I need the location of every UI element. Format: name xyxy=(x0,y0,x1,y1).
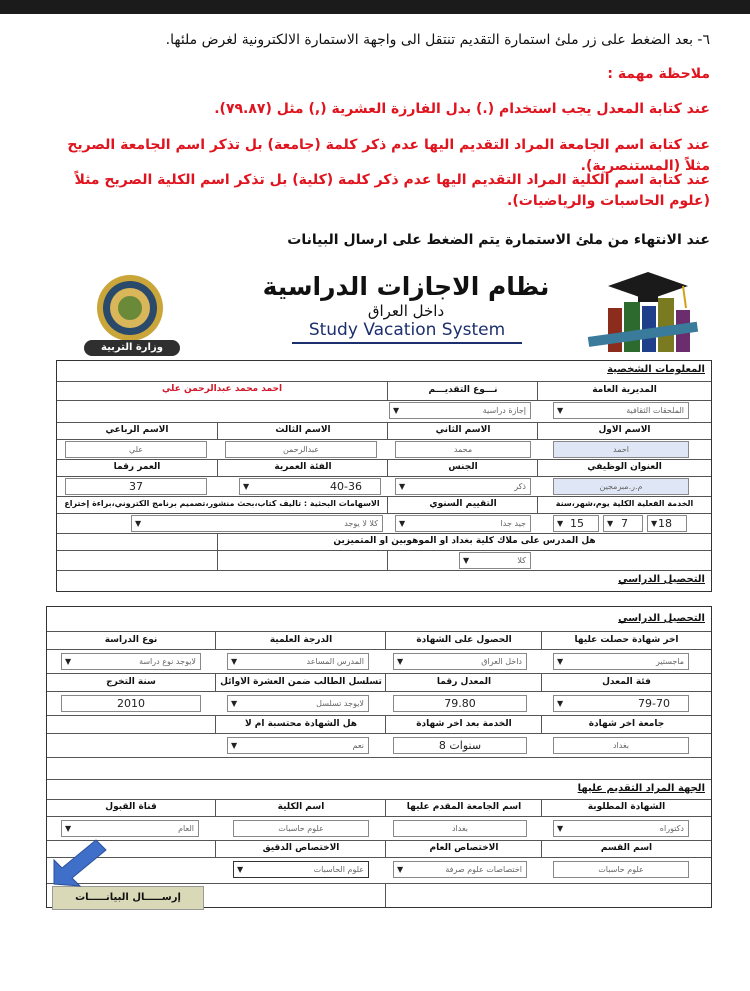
service-day-select[interactable]: 18 ▼ xyxy=(647,515,687,532)
fourth-name-label: الاسم الرباعي xyxy=(105,425,169,435)
fourth-name-input[interactable]: علي xyxy=(65,441,207,458)
sci-degree-select[interactable]: المدرس المساعد ▼ xyxy=(227,653,369,670)
annual-eval-select[interactable]: جيد جدا ▼ xyxy=(395,515,531,532)
chevron-down-icon: ▼ xyxy=(237,865,244,874)
service-month-select[interactable]: 7 ▼ xyxy=(603,515,643,532)
avg-label: المعدل رقما xyxy=(436,677,492,687)
note-decimal: عند كتابة المعدل يجب استخدام (.) بدل الفارزة العشرية (,) مثل (٧٩.٨٧). xyxy=(214,101,710,117)
sci-degree-label: الدرجة العلمية xyxy=(269,635,333,645)
channel-label: قناة القبول xyxy=(105,802,157,812)
age-group-label: الفئة العمرية xyxy=(274,462,332,472)
chevron-down-icon: ▼ xyxy=(399,482,406,491)
system-title-en: Study Vacation System xyxy=(292,320,522,344)
cert-univ-label: جامعة اخر شهادة xyxy=(588,719,665,729)
cert-from-label: الحصول على الشهادة xyxy=(416,635,512,645)
dept-label: اسم القسم xyxy=(600,843,653,853)
university-label: اسم الجامعة المقدم عليها xyxy=(406,802,522,812)
second-name-label: الاسم الثاني xyxy=(435,425,491,435)
service-after-label: الخدمة بعد اخر شهادة xyxy=(416,719,512,729)
apply-type-select[interactable]: إجازة دراسية ▼ xyxy=(389,402,531,419)
chevron-down-icon: ▼ xyxy=(243,482,250,491)
directorate-label: المديرية العامة xyxy=(592,385,657,395)
academic-section-title: التحصيل الدراسي xyxy=(618,613,705,624)
chevron-down-icon: ▼ xyxy=(607,519,614,528)
job-title-label: العنوان الوظيفي xyxy=(587,462,662,472)
job-title-input[interactable]: م.ر.مبرمجين xyxy=(553,478,689,495)
chevron-down-icon: ▼ xyxy=(135,519,142,528)
channel-select[interactable]: العام ▼ xyxy=(61,820,199,837)
service-label: الخدمة الفعلية الكلية يوم،شهر،سنة xyxy=(555,499,694,508)
teacher-question-select[interactable]: كلا ▼ xyxy=(459,552,531,569)
submit-data-button[interactable]: إرســـــال البيانـــــات xyxy=(52,886,204,910)
target-section-title: الجهة المراد التقديم عليها xyxy=(577,783,705,794)
gen-spec-label: الاختصاص العام xyxy=(429,843,499,853)
chevron-down-icon: ▼ xyxy=(393,406,400,415)
service-after-input[interactable]: سنوات 8 xyxy=(393,737,527,754)
chevron-down-icon: ▼ xyxy=(65,824,72,833)
chevron-down-icon: ▼ xyxy=(557,519,564,528)
top10-select[interactable]: لايوجد تسلسل ▼ xyxy=(227,695,369,712)
college-input[interactable]: علوم حاسبات xyxy=(233,820,369,837)
study-type-label: نوع الدراسة xyxy=(104,635,158,645)
study-type-select[interactable]: لايوجد نوع دراسة ▼ xyxy=(61,653,201,670)
applicant-full-name: احمد محمد عبدالرحمن علي xyxy=(161,384,283,394)
chevron-down-icon: ▼ xyxy=(231,657,238,666)
last-cert-label: اخر شهادة حصلت عليها xyxy=(574,635,679,645)
chevron-down-icon: ▼ xyxy=(557,699,564,708)
ministry-logo xyxy=(78,274,188,358)
annual-eval-label: التقييم السنوي xyxy=(429,499,497,509)
system-banner xyxy=(56,266,710,358)
avg-input[interactable]: 79.80 xyxy=(393,695,527,712)
counted-label: هل الشهادة محتسبة ام لا xyxy=(244,719,358,729)
first-name-input[interactable]: احمد xyxy=(553,441,689,458)
chevron-down-icon: ▼ xyxy=(463,556,470,565)
step6-text: ٦- بعد الضغط على زر ملئ استمارة التقديم تنتقل الى واجهة الاستمارة الالكترونية لغرض ملئها. xyxy=(165,32,710,48)
academic-form xyxy=(46,606,712,908)
chevron-down-icon: ▼ xyxy=(397,657,404,666)
gen-spec-select[interactable]: اختصاصات علوم صرفة ▼ xyxy=(393,861,527,878)
cert-univ-input[interactable]: بغداد xyxy=(553,737,689,754)
top10-label: تسلسل الطالب ضمن العشرة الأوائل xyxy=(220,677,382,687)
last-cert-select[interactable]: ماجستير ▼ xyxy=(553,653,689,670)
req-cert-select[interactable]: دكتوراه ▼ xyxy=(553,820,689,837)
chevron-down-icon: ▼ xyxy=(557,657,564,666)
counted-select[interactable]: نعم ▼ xyxy=(227,737,369,754)
service-year-select[interactable]: 15 ▼ xyxy=(553,515,599,532)
chevron-down-icon: ▼ xyxy=(65,657,72,666)
personal-section-title: المعلومات الشخصية xyxy=(607,364,705,375)
academic-heading-1: التحصيل الدراسي xyxy=(618,574,705,585)
cert-from-select[interactable]: داخل العراق ▼ xyxy=(393,653,527,670)
chevron-down-icon: ▼ xyxy=(651,519,658,528)
grad-year-input[interactable]: 2010 xyxy=(61,695,201,712)
dept-input[interactable]: علوم حاسبات xyxy=(553,861,689,878)
age-group-select[interactable]: 40-36 ▼ xyxy=(239,478,381,495)
pointer-arrow-icon xyxy=(48,838,108,888)
apply-type-label: نـــوع التقديـــم xyxy=(428,385,498,395)
third-name-input[interactable]: عبدالرحمن xyxy=(225,441,377,458)
system-title-ar: نظام الاجازات الدراسية xyxy=(262,272,550,301)
third-name-label: الاسم الثالث xyxy=(275,425,331,435)
personal-info-form xyxy=(56,360,712,592)
college-label: اسم الكلية xyxy=(277,802,325,812)
books-graduation-cap-icon xyxy=(578,268,708,356)
req-cert-label: الشهادة المطلوبة xyxy=(587,802,666,812)
research-label: الاسهامات البحثية : تاليف كتاب،بحث منشور،تصميم برنامج الكتروني،براءة إختراع xyxy=(64,499,380,508)
note-college: عند كتابة اسم الكلية المراد التقديم اليها عدم ذكر كلمة (كلية) بل تذكر اسم الكلية الصريح مثلاً (علوم الحاسبات والرياضيات). xyxy=(74,172,710,209)
university-input[interactable]: بغداد xyxy=(393,820,527,837)
chevron-down-icon: ▼ xyxy=(557,406,564,415)
teacher-question-label: هل المدرس على ملاك كلية بغداد او الموهوبين او المتميزين xyxy=(333,536,596,546)
chevron-down-icon: ▼ xyxy=(557,824,564,833)
ministry-label: وزارة التربية xyxy=(101,342,163,353)
chevron-down-icon: ▼ xyxy=(231,741,238,750)
fine-spec-select[interactable]: علوم الحاسبات ▼ xyxy=(233,861,369,878)
chevron-down-icon: ▼ xyxy=(231,699,238,708)
directorate-select[interactable]: الملحقات الثقافية ▼ xyxy=(553,402,689,419)
research-select[interactable]: كلا لا يوجد ▼ xyxy=(131,515,383,532)
note-title: ملاحظة مهمة : xyxy=(607,66,710,82)
first-name-label: الاسم الاول xyxy=(598,425,651,435)
age-label: العمر رقما xyxy=(113,462,161,472)
avg-group-label: فئة المعدل xyxy=(602,677,651,687)
note-university: عند كتابة اسم الجامعة المراد التقديم اليها عدم ذكر كلمة (جامعة) بل تذكر اسم الجامعة الصريح مثلاً (المستنصرية). xyxy=(67,137,710,174)
second-name-input[interactable]: محمد xyxy=(395,441,531,458)
gender-select[interactable]: ذكر ▼ xyxy=(395,478,531,495)
age-input[interactable]: 37 xyxy=(65,478,207,495)
avg-group-select[interactable]: 79-70 ▼ xyxy=(553,695,689,712)
final-instruction: عند الانتهاء من ملئ الاستمارة يتم الضغط على ارسال البيانات xyxy=(287,232,710,248)
chevron-down-icon: ▼ xyxy=(397,865,404,874)
chevron-down-icon: ▼ xyxy=(399,519,406,528)
grad-year-label: سنة التخرج xyxy=(106,677,156,687)
fine-spec-label: الاختصاص الدقيق xyxy=(262,843,340,853)
gender-label: الجنس xyxy=(448,462,478,472)
system-subtitle-ar: داخل العراق xyxy=(367,302,445,320)
window-top-bar xyxy=(0,0,750,14)
